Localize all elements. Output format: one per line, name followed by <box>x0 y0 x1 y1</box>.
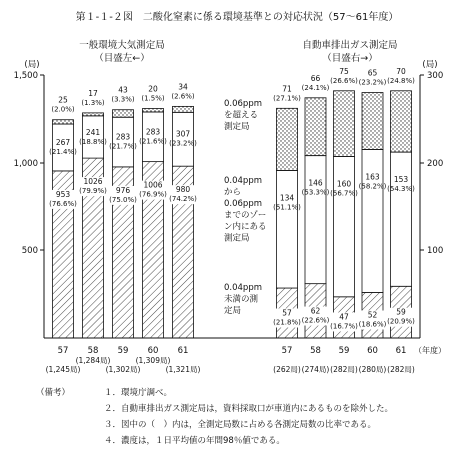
legend-label-line: から <box>224 187 242 198</box>
bar-percent-label: (53.3%) <box>301 188 330 197</box>
station-total-label: (1,309局) <box>135 356 171 365</box>
bar-value-label: 62 <box>310 306 321 316</box>
note-item: ４．濃度は，１日平均値の年間98％値である。 <box>104 436 285 446</box>
bar-percent-label: (1.3%) <box>81 98 105 107</box>
bar-segment <box>83 113 104 116</box>
bar-value-label: 43 <box>118 85 128 95</box>
bar-value-label: 57 <box>282 308 292 318</box>
bar-segment <box>334 91 355 157</box>
bar-segment <box>143 108 164 112</box>
bar-value-label: 75 <box>339 66 349 76</box>
bar-value-label: 52 <box>367 310 378 320</box>
bar-segment <box>113 110 134 118</box>
category-tick-label: 57 <box>57 346 69 356</box>
bar-value-label: 25 <box>58 95 68 105</box>
bar-percent-label: (51.1%) <box>273 203 301 212</box>
station-total-label: (282局) <box>387 365 415 374</box>
bar-percent-label: (20.9%) <box>387 317 415 326</box>
notes-label: （備考） <box>36 388 71 398</box>
bar-percent-label: (26.6%) <box>330 76 358 85</box>
bar-value-label: 59 <box>396 307 406 317</box>
bar-percent-label: (76.9%) <box>139 190 167 199</box>
bar-percent-label: (2.6%) <box>171 92 195 101</box>
bar-value-label: 34 <box>178 82 188 92</box>
bar-percent-label: (24.8%) <box>387 76 415 85</box>
station-total-label: (1,245局) <box>45 365 81 374</box>
bar-value-label: 163 <box>365 172 380 182</box>
category-tick-label: 61 <box>395 346 407 356</box>
bar-segment <box>334 157 355 297</box>
bar-value-label: 953 <box>55 189 71 199</box>
year-axis-suffix: （年度） <box>414 346 446 355</box>
bar-percent-label: (21.7%) <box>109 142 137 151</box>
right-axis-ticks <box>420 71 443 256</box>
bar-value-label: 1006 <box>143 180 163 190</box>
bar-percent-label: (2.0%) <box>51 105 75 114</box>
bar-percent-label: (21.6%) <box>139 137 167 146</box>
bar-percent-label: (18.6%) <box>358 320 387 329</box>
bar-segment <box>53 120 74 124</box>
bar-segment <box>391 91 412 152</box>
bar-value-label: 976 <box>115 185 131 195</box>
left-panel-title: 一般環境大気測定局 <box>79 40 165 51</box>
bar-segment <box>305 98 326 156</box>
left-axis-unit: (局) <box>24 60 40 70</box>
legend-label-line: を超える <box>224 110 259 121</box>
bar-percent-label: (74.2%) <box>169 195 197 204</box>
left-axis-ticks <box>14 71 44 256</box>
bar-value-label: 146 <box>308 178 323 188</box>
category-tick-label: 59 <box>117 346 129 356</box>
category-tick-label: 60 <box>367 346 378 356</box>
category-tick-label: 58 <box>87 346 99 356</box>
category-tick-label: 60 <box>147 346 159 356</box>
bar-value-label: 283 <box>115 132 131 142</box>
bar-percent-label: (21.8%) <box>273 318 301 327</box>
bar-percent-label: (23.2%) <box>169 139 197 148</box>
bar-percent-label: (54.3%) <box>387 185 415 194</box>
legend-label-line: 0.06ppm <box>224 199 262 209</box>
station-total-label: (274局) <box>301 365 330 374</box>
bar-value-label: 20 <box>148 84 158 94</box>
left-panel-subtitle: （目盛左←） <box>94 53 150 64</box>
right-tick-label: 100 <box>427 246 444 256</box>
page-title: 第１-１-２図 二酸化窒素に係る環境基準との対応状況（57～61年度） <box>75 12 399 23</box>
bar-value-label: 66 <box>310 73 321 83</box>
left-tick-label: 1,000 <box>13 159 38 169</box>
right-panel-title: 自動車排出ガス測定局 <box>302 40 398 51</box>
legend-label-line: 0.04ppm <box>224 283 262 293</box>
left-tick-label: 500 <box>21 246 38 256</box>
bar-percent-label: (18.8%) <box>79 137 107 146</box>
bar-value-label: 70 <box>396 66 406 76</box>
bar-percent-label: (79.9%) <box>79 187 107 196</box>
legend-label-line: 測定局 <box>224 233 250 244</box>
bar-value-label: 17 <box>88 88 98 98</box>
bar-segment <box>391 152 412 286</box>
bar-value-label: 307 <box>175 129 191 139</box>
station-total-label: (1,284局) <box>75 356 111 365</box>
bar-value-label: 980 <box>175 185 191 195</box>
bar-segment <box>277 108 298 170</box>
category-tick-label: 58 <box>310 346 321 356</box>
bar-value-label: 160 <box>336 179 352 189</box>
bar-segment <box>362 150 383 293</box>
legend-label-line: 0.04ppm <box>224 176 262 186</box>
legend-label-line: 未満の測 <box>224 294 259 305</box>
station-total-label: (280局) <box>358 365 387 374</box>
bar-segment <box>362 93 383 150</box>
bar-value-label: 153 <box>393 175 409 185</box>
legend-label-line: 0.06ppm <box>224 99 262 109</box>
bar-value-label: 1026 <box>83 177 103 187</box>
bar-percent-label: (21.4%) <box>49 148 77 157</box>
bar-percent-label: (75.0%) <box>109 195 137 204</box>
right-axis-unit: (局) <box>422 60 438 70</box>
bar-value-label: 65 <box>367 68 378 78</box>
bar-percent-label: (27.1%) <box>273 94 301 103</box>
category-tick-label: 59 <box>338 346 350 356</box>
bar-segment <box>173 106 194 112</box>
category-tick-label: 57 <box>281 346 293 356</box>
bar-percent-label: (56.7%) <box>330 189 358 198</box>
bar-percent-label: (58.2%) <box>358 182 387 191</box>
category-legend <box>224 99 267 316</box>
bar-value-label: 71 <box>282 84 292 94</box>
right-panel-subtitle: （目盛右→） <box>322 53 378 64</box>
bar-segment <box>305 156 326 284</box>
station-total-label: (262局) <box>273 365 301 374</box>
legend-label-line: ン内にある <box>224 222 267 232</box>
bar-percent-label: (76.6%) <box>49 199 77 208</box>
bar-value-label: 283 <box>145 127 161 137</box>
left-tick-label: 1,500 <box>13 71 38 81</box>
bar-segment <box>277 171 298 288</box>
bar-value-label: 267 <box>55 138 71 148</box>
bar-percent-label: (1.5%) <box>141 94 165 103</box>
station-total-label: (282局) <box>330 365 358 374</box>
right-tick-label: 300 <box>427 71 444 81</box>
note-item: ３．図中の（ ）内は，全測定局数に占める各測定局数の比率である。 <box>104 420 377 430</box>
bar-value-label: 241 <box>85 127 101 137</box>
category-tick-label: 61 <box>177 346 189 356</box>
right-tick-label: 200 <box>427 159 444 169</box>
note-item: １．環境庁調べ。 <box>104 388 173 398</box>
bar-value-label: 134 <box>279 193 295 203</box>
bar-value-label: 47 <box>339 312 349 322</box>
bar-percent-label: (22.6%) <box>301 316 330 325</box>
legend-label-line: 定局 <box>224 306 242 316</box>
legend-label-line: 測定局 <box>224 122 250 132</box>
note-item: ２．自動車排出ガス測定局は，資料採取口が車道内にあるものを除外した。 <box>104 404 394 414</box>
bar-percent-label: (16.7%) <box>330 322 358 331</box>
bar-percent-label: (23.2%) <box>358 78 387 87</box>
station-total-label: (1,302局) <box>105 365 141 374</box>
bar-percent-label: (24.1%) <box>301 83 330 92</box>
bar-percent-label: (3.3%) <box>111 95 135 104</box>
legend-label-line: までのゾー <box>224 210 267 221</box>
station-total-label: (1,321局) <box>165 365 201 374</box>
